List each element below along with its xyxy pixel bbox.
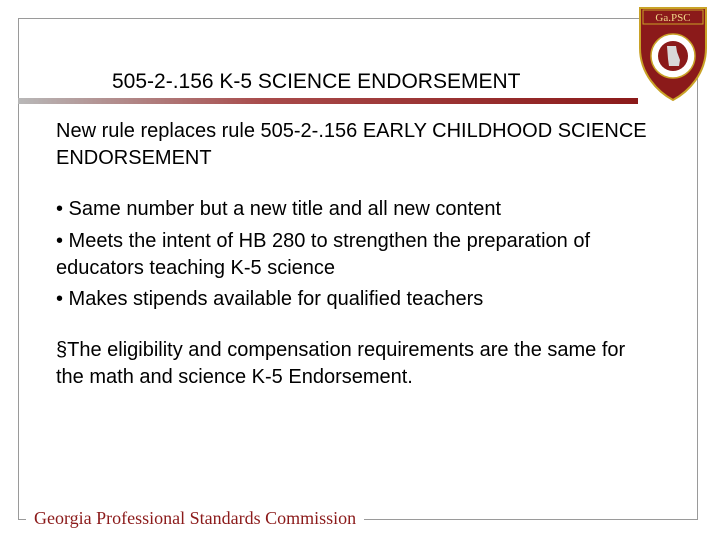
requirements-note: §The eligibility and compensation requirements are the same for the math and science K-5 Endorsement. [56, 339, 626, 389]
slide-title: 505-2-.156 K-5 SCIENCE ENDORSEMENT [112, 70, 521, 93]
gapsc-seal-icon [634, 4, 712, 104]
seal-label: Ga.PSC [655, 12, 691, 24]
intro-text: New rule replaces rule 505-2-.156 EARLY CHILDHOOD SCIENCE ENDORSEMENT [56, 120, 647, 170]
slide-body [56, 118, 656, 392]
bullet-item: • Meets the intent of HB 280 to strengthen the preparation of educators teaching K-5 science [56, 229, 591, 279]
footer-logo-text: Georgia Professional Standards Commission [26, 508, 364, 529]
bullet-list [56, 196, 656, 313]
bullet-item: • Makes stipends available for qualified teachers [56, 287, 484, 310]
title-underline [18, 98, 638, 104]
bullet-item: • Same number but a new title and all new content [56, 198, 502, 221]
